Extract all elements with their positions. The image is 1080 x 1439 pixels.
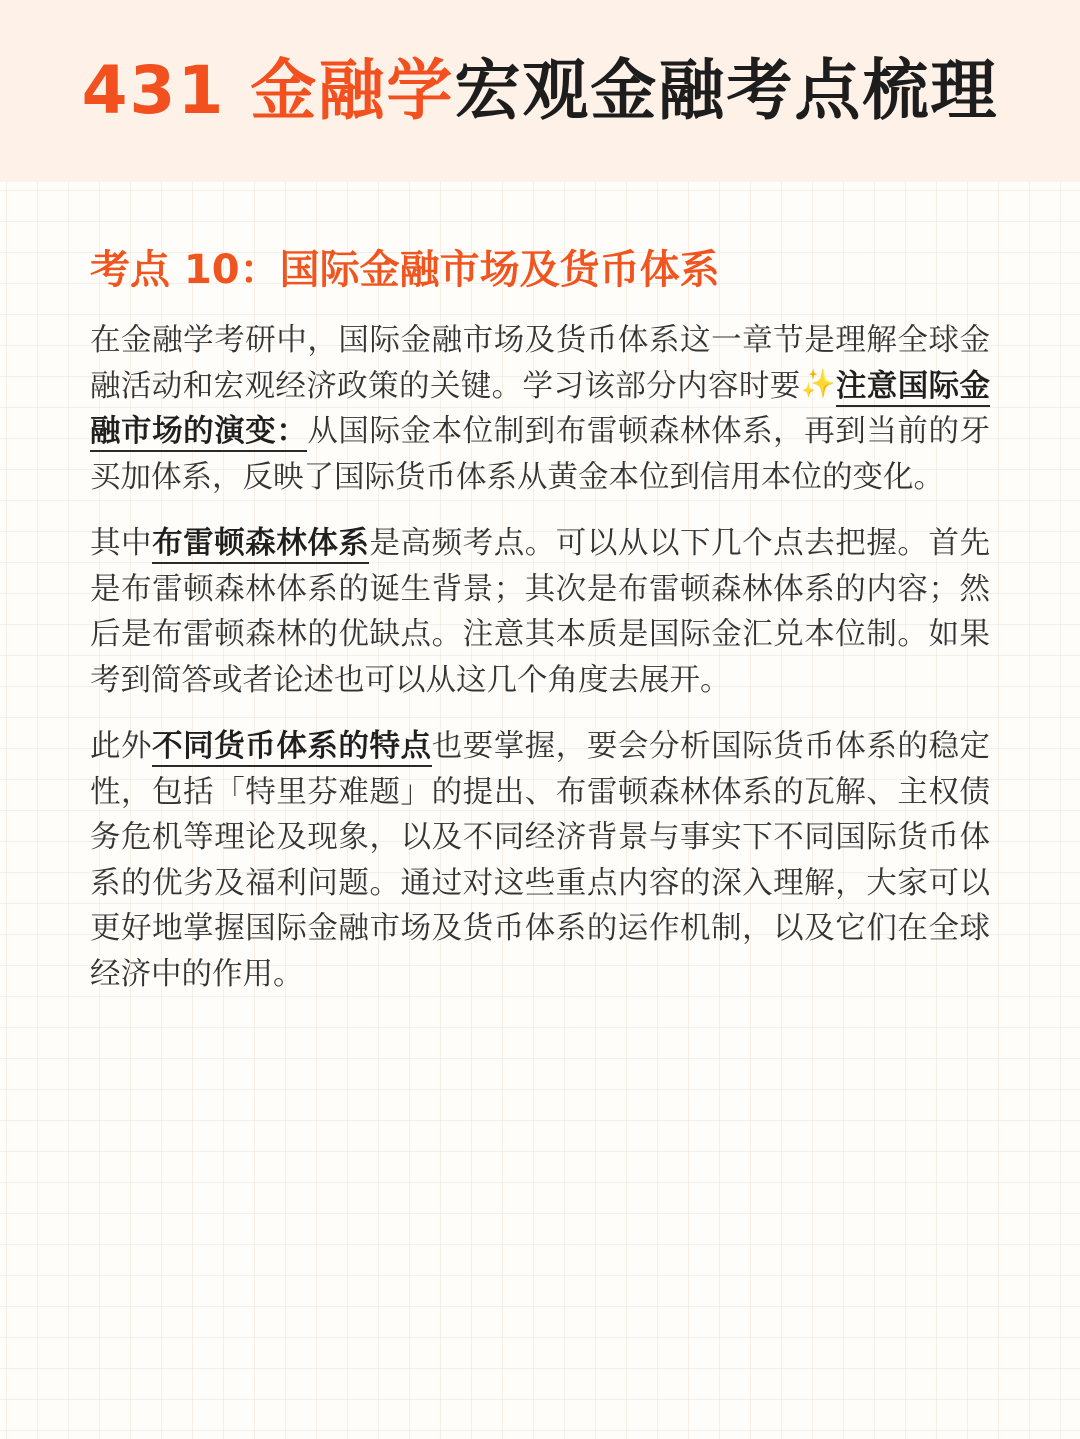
page-title-main: 宏观金融考点梳理: [454, 52, 999, 129]
highlight-currency-system-features: 不同货币体系的特点: [152, 729, 431, 767]
paragraph-2-text-b: 是高频考点。可以从以下几个点去把握。首先是布雷顿森林体系的诞生背景；其次是布雷顿森林体系的内容；然后是布雷顿森林的优缺点。注意其本质是国际金汇兑本位制。如果考到简答或者论述也可以从这几个角度去展开。: [90, 526, 991, 698]
header-banner: [0, 0, 1080, 182]
paragraph-1-text-b: 从国际金本位制到布雷顿森林体系，再到当前的牙买加体系，反映了国际货币体系从黄金本位到信用本位的变化。: [90, 414, 990, 495]
paragraph-3-text-a: 此外: [90, 729, 153, 764]
highlight-bretton-woods: 布雷顿森林体系: [152, 526, 369, 564]
sparkle-icon: ✨: [800, 366, 836, 400]
section-heading: 考点 10：国际金融市场及货币体系: [90, 247, 720, 293]
page-title-accent: 431 金融学: [81, 52, 455, 129]
paragraph-2-text-a: 其中: [90, 526, 153, 561]
page-title: [81, 52, 999, 129]
paragraph-1: [90, 318, 990, 500]
highlight-market-evolution: 注意国际金融市场的演变：: [90, 369, 990, 453]
paragraph-2: [90, 521, 990, 703]
paragraph-1-text-a: 在金融学考研中，国际金融市场及货币体系这一章节是理解全球金融活动和宏观经济政策的关键。学习该部分内容时要: [90, 323, 990, 404]
article-body: [90, 242, 990, 1018]
paragraph-3: [90, 724, 990, 997]
paragraph-3-text-b: 也要掌握，要会分析国际货币体系的稳定性，包括「特里芬难题」的提出、布雷顿森林体系的瓦解、主权债务危机等理论及现象，以及不同经济背景与事实下不同国际货币体系的优劣及福利问题。通过对这些重点内容的深入理解，大家可以更好地掌握国际金融市场及货币体系的运作机制，以及它们在全球经济中的作用。: [90, 729, 991, 992]
